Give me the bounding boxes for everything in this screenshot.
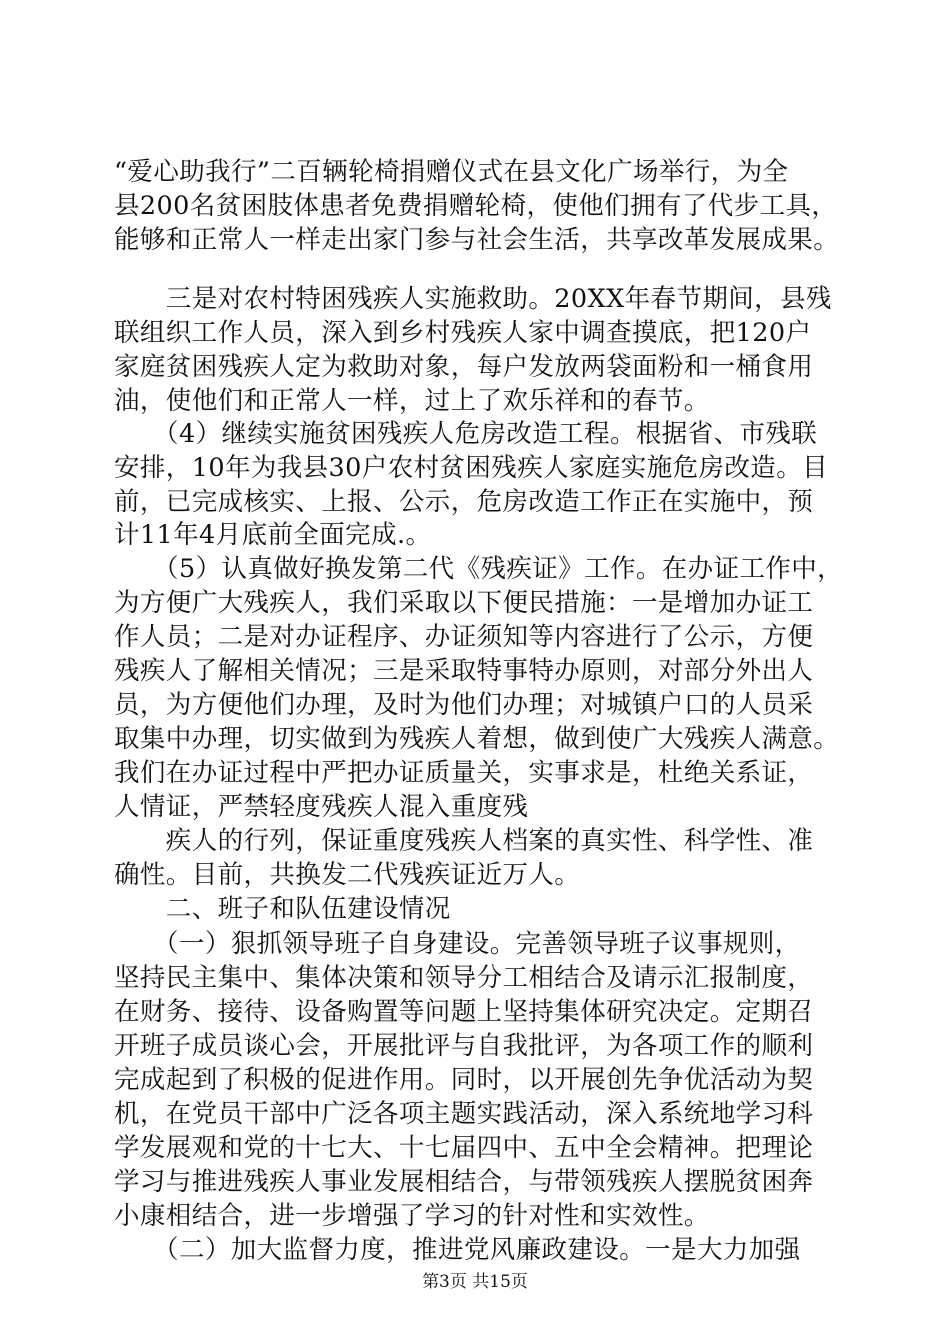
text-line: 在财务、接待、设备购置等问题上坚持集体研究决定。定期召: [114, 997, 814, 1027]
text-line: 我们在办证过程中严把办证质量关，实事求是，杜绝关系证，: [114, 758, 814, 788]
text-line: 疾人的行列，保证重度残疾人档案的真实性、科学性、准: [114, 826, 814, 856]
text-line: 人情证，严禁轻度残疾人混入重度残: [114, 792, 529, 822]
text-line: 员，为方便他们办理，及时为他们办理；对城镇户口的人员采: [114, 690, 814, 720]
text-line: 残疾人了解相关情况；三是采取特事特办原则，对部分外出人: [114, 656, 814, 686]
text-line: 前，已完成核实、上报、公示，危房改造工作正在实施中，预: [114, 487, 814, 517]
text-line: （一）狠抓领导班子自身建设。完善领导班子议事规则，: [114, 929, 801, 959]
text-line: 学发展观和党的十七大、十七届四中、五中全会精神。把理论: [114, 1133, 814, 1163]
text-line: 取集中办理，切实做到为残疾人着想，做到使广大残疾人满意。: [114, 724, 840, 754]
text-line: （二）加大监督力度，推进党风廉政建设。一是大力加强: [114, 1235, 801, 1265]
text-line: 确性。目前，共换发二代残疾证近万人。: [114, 860, 581, 890]
text-line: 完成起到了积极的促进作用。同时，以开展创先争优活动为契: [114, 1065, 814, 1095]
text-line: “爱心助我行”二百辆轮椅捐赠仪式在县文化广场举行，为全: [114, 157, 789, 187]
text-line: 小康相结合，进一步增强了学习的针对性和实效性。: [114, 1201, 710, 1231]
text-line: 坚持民主集中、集体决策和领导分工相结合及请示汇报制度，: [114, 963, 814, 993]
text-line: 机，在党员干部中广泛各项主题实践活动，深入系统地学习科: [114, 1099, 814, 1129]
text-line: 为方便广大残疾人，我们采取以下便民措施：一是增加办证工: [114, 588, 814, 618]
text-line: （4）继续实施贫困残疾人危房改造工程。根据省、市残联: [114, 419, 818, 449]
text-line: 二、班子和队伍建设情况: [114, 894, 451, 924]
text-line: 联组织工作人员，深入到乡村残疾人家中调查摸底，把120户: [114, 318, 812, 348]
text-line: 三是对农村特困残疾人实施救助。20XX年春节期间，县残: [114, 284, 832, 314]
text-line: 开班子成员谈心会，开展批评与自我批评，为各项工作的顺利: [114, 1031, 814, 1061]
text-line: （5）认真做好换发第二代《残疾证》工作。在办证工作中，: [114, 554, 844, 584]
page-footer: 第3页 共15页: [422, 1272, 528, 1292]
text-line: 能够和正常人一样走出家门参与社会生活，共享改革发展成果。: [114, 225, 840, 255]
text-line: 安排，10年为我县30户农村贫困残疾人家庭实施危房改造。目: [114, 453, 828, 483]
text-line: 学习与推进残疾人事业发展相结合，与带领残疾人摆脱贫困奔: [114, 1167, 814, 1197]
text-line: 作人员；二是对办证程序、办证须知等内容进行了公示，方便: [114, 622, 814, 652]
text-line: 家庭贫困残疾人定为救助对象，每户发放两袋面粉和一桶食用: [114, 352, 814, 382]
text-line: 计11年4月底前全面完成.。: [114, 520, 432, 550]
text-line: 油，使他们和正常人一样，过上了欢乐祥和的春节。: [114, 386, 710, 416]
text-line: 县200名贫困肢体患者免费捐赠轮椅，使他们拥有了代步工具，: [114, 191, 838, 221]
